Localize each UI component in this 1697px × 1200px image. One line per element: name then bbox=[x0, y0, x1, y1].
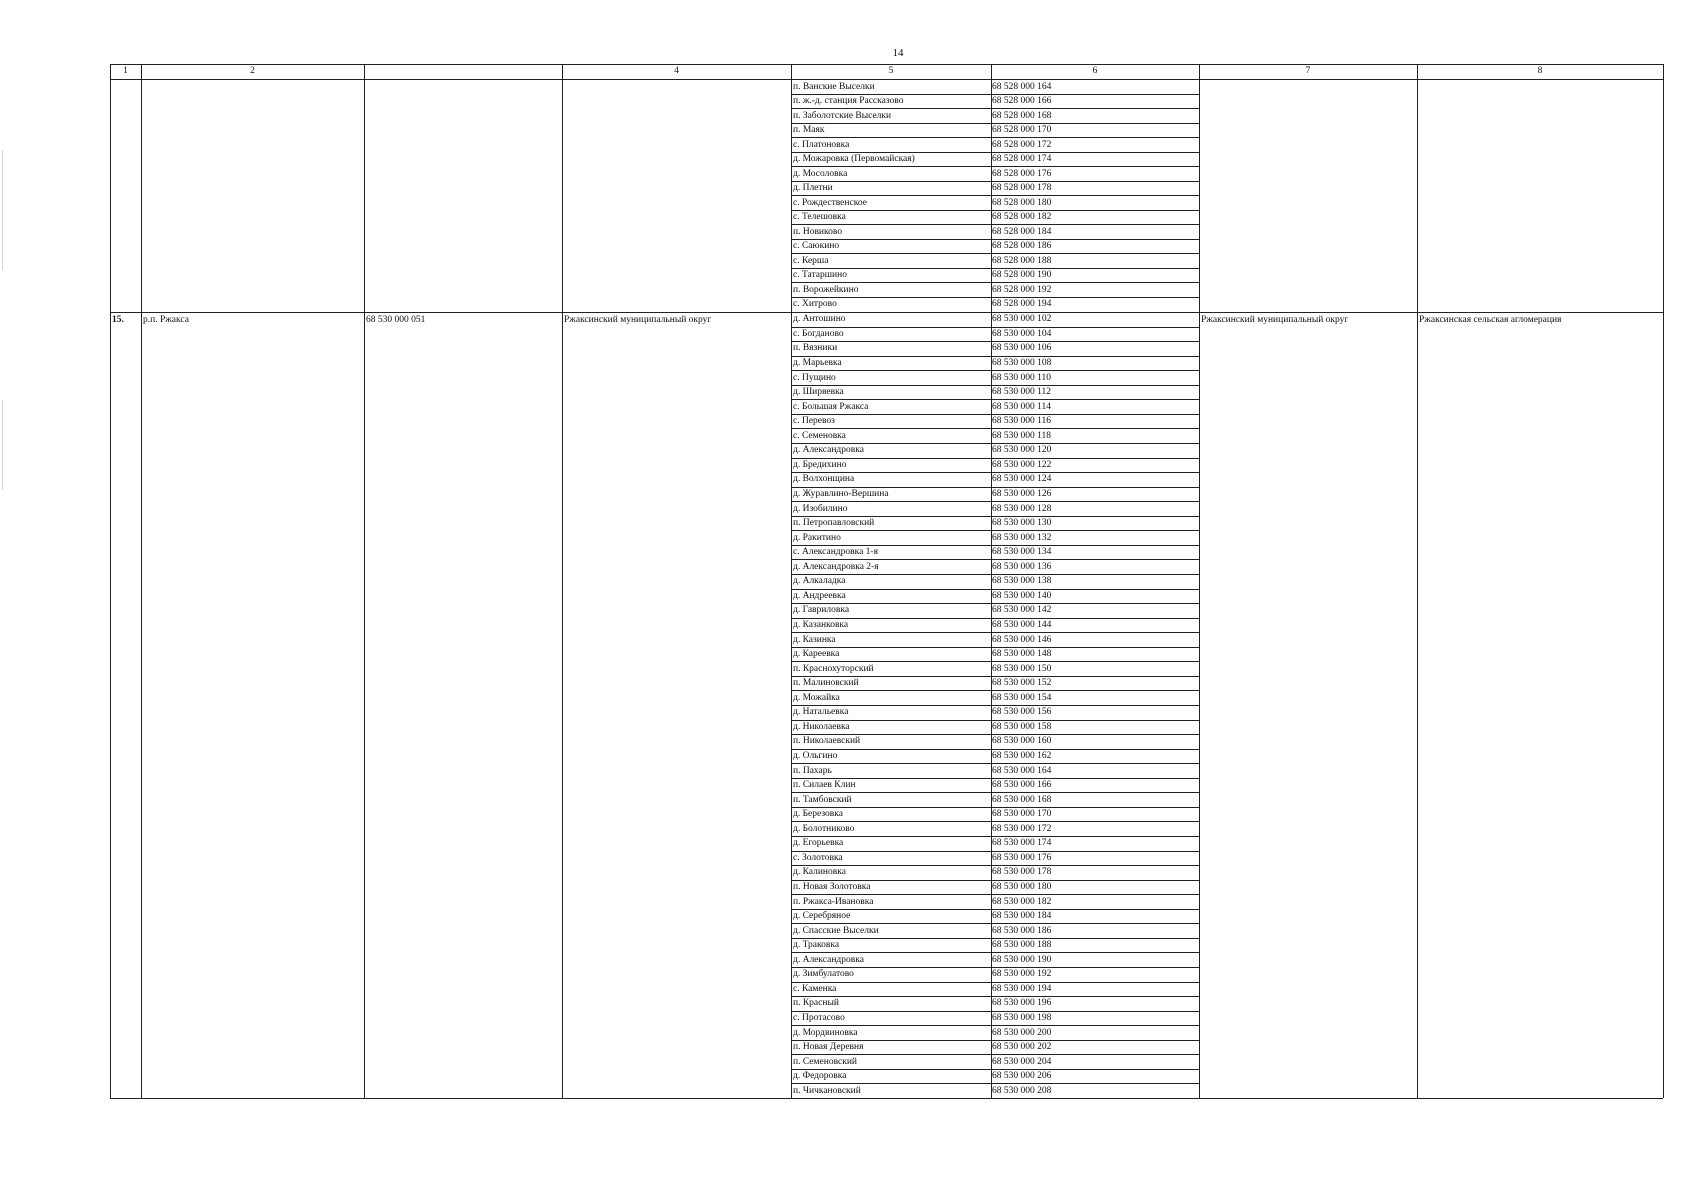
settlement-name: д. Калиновка bbox=[793, 867, 846, 878]
settlement-name: д. Ракитино bbox=[793, 532, 841, 543]
settlement-name: д. Березовка bbox=[793, 809, 843, 820]
row-border bbox=[791, 967, 1199, 968]
oktmo-code: 68 530 000 206 bbox=[992, 1071, 1052, 1082]
oktmo-code: 68 530 000 170 bbox=[992, 809, 1052, 820]
column-border bbox=[141, 64, 142, 1098]
row-border bbox=[791, 880, 1199, 881]
row-border bbox=[791, 1025, 1199, 1026]
settlement-name: п. Ржакса-Ивановка bbox=[793, 896, 874, 907]
row-border bbox=[791, 472, 1199, 473]
row-border bbox=[791, 268, 1199, 269]
settlement-name: д. Казинка bbox=[793, 634, 836, 645]
settlement-name: п. Ванские Выселки bbox=[793, 81, 875, 92]
settlement-name: д. Траковка bbox=[793, 940, 840, 951]
row-border bbox=[791, 589, 1199, 590]
oktmo-code: 68 530 000 112 bbox=[992, 387, 1052, 398]
oktmo-code: 68 530 000 114 bbox=[992, 401, 1052, 412]
center-oktmo: 68 530 000 051 bbox=[366, 315, 426, 325]
municipality-name: Ржаксинский муниципальный округ bbox=[564, 315, 712, 325]
row-border bbox=[791, 195, 1199, 196]
oktmo-code: 68 530 000 162 bbox=[992, 750, 1052, 761]
header-cell: 8 bbox=[1537, 66, 1543, 76]
oktmo-code: 68 530 000 124 bbox=[992, 474, 1052, 485]
oktmo-code: 68 528 000 188 bbox=[992, 255, 1052, 266]
row-border bbox=[791, 1040, 1199, 1041]
row-border bbox=[791, 210, 1199, 211]
row-border bbox=[791, 1083, 1199, 1084]
row-border bbox=[791, 516, 1199, 517]
row-border bbox=[791, 501, 1199, 502]
oktmo-code: 68 530 000 172 bbox=[992, 823, 1052, 834]
oktmo-code: 68 530 000 118 bbox=[992, 430, 1052, 441]
header-cell: 5 bbox=[888, 66, 894, 76]
row-border bbox=[791, 166, 1199, 167]
row-border bbox=[791, 1054, 1199, 1055]
oktmo-code: 68 530 000 188 bbox=[992, 940, 1052, 951]
row-border bbox=[791, 108, 1199, 109]
settlement-name: д. Изобилино bbox=[793, 503, 848, 514]
header-cell: 6 bbox=[1092, 66, 1098, 76]
settlement-name: д. Антошино bbox=[793, 314, 846, 325]
row-border bbox=[791, 356, 1199, 357]
settlement-name: д. Гавриловка bbox=[793, 605, 850, 616]
row-border bbox=[791, 982, 1199, 983]
oktmo-code: 68 530 000 168 bbox=[992, 794, 1052, 805]
oktmo-code: 68 530 000 122 bbox=[992, 459, 1052, 470]
row-border bbox=[791, 152, 1199, 153]
oktmo-code: 68 530 000 140 bbox=[992, 590, 1052, 601]
row-border bbox=[791, 676, 1199, 677]
settlement-name: д. Болотниково bbox=[793, 823, 855, 834]
row-border bbox=[791, 1069, 1199, 1070]
row-border bbox=[791, 414, 1199, 415]
row-border bbox=[791, 123, 1199, 124]
row-border bbox=[791, 385, 1199, 386]
oktmo-code: 68 530 000 104 bbox=[992, 328, 1052, 339]
row-border bbox=[791, 821, 1199, 822]
settlement-name: д. Казанковка bbox=[793, 619, 849, 630]
settlement-name: д. Егорьевка bbox=[793, 838, 844, 849]
settlement-name: д. Федоровка bbox=[793, 1071, 847, 1082]
column-border bbox=[364, 64, 365, 1098]
settlement-name: с. Семеновка bbox=[793, 430, 846, 441]
oktmo-code: 68 530 000 138 bbox=[992, 576, 1052, 587]
oktmo-code: 68 528 000 186 bbox=[992, 241, 1052, 251]
oktmo-code: 68 530 000 186 bbox=[992, 925, 1052, 936]
row-border bbox=[791, 734, 1199, 735]
oktmo-code: 68 530 000 182 bbox=[992, 896, 1052, 907]
row-border bbox=[791, 327, 1199, 328]
settlement-name: д. Можаровка (Первомайская) bbox=[793, 154, 915, 164]
row-border bbox=[791, 778, 1199, 779]
row-border bbox=[791, 297, 1199, 298]
oktmo-code: 68 530 000 130 bbox=[992, 518, 1052, 529]
settlement-name: д. Александровка bbox=[793, 445, 864, 456]
row-border bbox=[791, 399, 1199, 400]
oktmo-code: 68 530 000 202 bbox=[992, 1042, 1052, 1053]
settlement-name: с. Протасово bbox=[793, 1012, 845, 1023]
row-border bbox=[791, 749, 1199, 750]
oktmo-code: 68 530 000 154 bbox=[992, 692, 1052, 703]
row-border bbox=[791, 909, 1199, 910]
scan-artifact bbox=[2, 400, 3, 490]
oktmo-code: 68 528 000 192 bbox=[992, 284, 1052, 295]
settlement-name: п. Красный bbox=[793, 998, 839, 1009]
row-border bbox=[791, 865, 1199, 866]
oktmo-code: 68 530 000 108 bbox=[992, 357, 1052, 368]
row-border bbox=[791, 792, 1199, 793]
settlement-name: д. Александровка bbox=[793, 954, 864, 965]
row-border bbox=[791, 952, 1199, 953]
oktmo-code: 68 528 000 170 bbox=[992, 125, 1052, 135]
row-border bbox=[791, 661, 1199, 662]
oktmo-code: 68 528 000 164 bbox=[992, 81, 1052, 92]
row-border bbox=[791, 370, 1199, 371]
row-border bbox=[791, 836, 1199, 837]
oktmo-code: 68 530 000 200 bbox=[992, 1027, 1052, 1038]
oktmo-code: 68 528 000 166 bbox=[992, 96, 1052, 106]
oktmo-code: 68 530 000 160 bbox=[992, 736, 1052, 747]
row-border bbox=[791, 341, 1199, 342]
oktmo-code: 68 530 000 152 bbox=[992, 678, 1052, 689]
row-border bbox=[791, 705, 1199, 706]
row-border bbox=[791, 282, 1199, 283]
oktmo-code: 68 530 000 194 bbox=[992, 983, 1052, 994]
oktmo-code: 68 530 000 132 bbox=[992, 532, 1052, 543]
oktmo-code: 68 530 000 126 bbox=[992, 488, 1052, 499]
municipality-name-col7: Ржаксинский муниципальный округ bbox=[1201, 315, 1349, 325]
oktmo-code: 68 530 000 120 bbox=[992, 445, 1052, 456]
oktmo-code: 68 530 000 110 bbox=[992, 372, 1052, 383]
column-border bbox=[1417, 64, 1418, 1098]
row-border bbox=[791, 720, 1199, 721]
group-number: 15. bbox=[112, 315, 124, 325]
settlement-name: д. Журавлино-Вершина bbox=[793, 488, 889, 499]
oktmo-code: 68 530 000 166 bbox=[992, 780, 1052, 791]
settlement-name: д. Марьевка bbox=[793, 357, 842, 368]
row-border bbox=[791, 618, 1199, 619]
row-border bbox=[791, 996, 1199, 997]
header-cell: 1 bbox=[123, 66, 128, 76]
settlement-name: с. Пущино bbox=[793, 372, 836, 383]
settlement-name: д. Спасские Выселки bbox=[793, 925, 879, 936]
oktmo-code: 68 530 000 148 bbox=[992, 649, 1052, 660]
agglomeration-name: Ржаксинская сельская агломерация bbox=[1419, 315, 1562, 325]
settlement-name: д. Николаевка bbox=[793, 721, 850, 732]
oktmo-code: 68 528 000 172 bbox=[992, 139, 1052, 150]
table-bottom-border bbox=[110, 1098, 1663, 1099]
header-cell: 7 bbox=[1305, 66, 1311, 76]
oktmo-code: 68 530 000 204 bbox=[992, 1056, 1052, 1067]
row-border bbox=[791, 763, 1199, 764]
settlement-name: п. Новая Деревня bbox=[793, 1042, 864, 1053]
row-border bbox=[791, 428, 1199, 429]
settlement-name: п. Силаев Клин bbox=[793, 780, 856, 791]
settlement-name: д. Плетни bbox=[793, 183, 833, 193]
settlement-name: п. Пахарь bbox=[793, 765, 832, 776]
settlement-name: д. Волхонщина bbox=[793, 474, 855, 485]
row-border bbox=[791, 647, 1199, 648]
settlement-name: с. Богданово bbox=[793, 328, 844, 339]
row-border bbox=[791, 545, 1199, 546]
row-border bbox=[791, 894, 1199, 895]
settlement-name: п. Новиково bbox=[793, 226, 843, 237]
settlement-name: п. Чичкановский bbox=[793, 1085, 861, 1096]
settlement-name: с. Саюкино bbox=[793, 241, 840, 251]
oktmo-code: 68 528 000 168 bbox=[992, 110, 1052, 121]
settlement-name: д. Мордвиновка bbox=[793, 1027, 858, 1038]
oktmo-code: 68 530 000 198 bbox=[992, 1012, 1052, 1023]
page-number: 14 bbox=[892, 47, 904, 59]
oktmo-code: 68 528 000 184 bbox=[992, 226, 1052, 237]
row-border bbox=[791, 574, 1199, 575]
oktmo-code: 68 530 000 164 bbox=[992, 765, 1052, 776]
oktmo-code: 68 530 000 136 bbox=[992, 561, 1052, 572]
row-border bbox=[791, 487, 1199, 488]
row-border bbox=[791, 239, 1199, 240]
oktmo-code: 68 528 000 182 bbox=[992, 212, 1052, 222]
oktmo-code: 68 530 000 156 bbox=[992, 707, 1052, 718]
oktmo-code: 68 530 000 184 bbox=[992, 911, 1052, 922]
row-border bbox=[791, 938, 1199, 939]
oktmo-code: 68 530 000 180 bbox=[992, 881, 1052, 892]
oktmo-code: 68 530 000 102 bbox=[992, 314, 1052, 325]
scan-artifact bbox=[2, 150, 3, 270]
oktmo-code: 68 530 000 178 bbox=[992, 867, 1052, 878]
oktmo-code: 68 530 000 208 bbox=[992, 1085, 1052, 1096]
oktmo-code: 68 528 000 178 bbox=[992, 183, 1052, 193]
settlement-name: п. Семеновский bbox=[793, 1056, 857, 1067]
settlement-name: п. Тамбовский bbox=[793, 794, 852, 805]
row-border bbox=[791, 443, 1199, 444]
row-border bbox=[791, 559, 1199, 560]
row-border bbox=[791, 224, 1199, 225]
settlement-name: д. Бредихино bbox=[793, 459, 847, 470]
oktmo-code: 68 530 000 106 bbox=[992, 343, 1052, 354]
settlement-name: д. Натальевка bbox=[793, 707, 849, 718]
oktmo-code: 68 530 000 150 bbox=[992, 663, 1052, 674]
settlement-name: д. Алкаладка bbox=[793, 576, 846, 587]
oktmo-code: 68 530 000 116 bbox=[992, 416, 1052, 427]
oktmo-code: 68 530 000 176 bbox=[992, 852, 1052, 863]
settlement-name: п. Петропавловский bbox=[793, 518, 875, 529]
settlement-name: с. Большая Ржакса bbox=[793, 401, 869, 412]
oktmo-code: 68 530 000 128 bbox=[992, 503, 1052, 514]
row-border bbox=[791, 632, 1199, 633]
settlement-name: п. Заболотские Выселки bbox=[793, 110, 892, 121]
settlement-name: п. Николаевский bbox=[793, 736, 861, 747]
settlement-name: д. Серебряное bbox=[793, 911, 851, 922]
oktmo-code: 68 530 000 190 bbox=[992, 954, 1052, 965]
oktmo-code: 68 528 000 176 bbox=[992, 168, 1052, 179]
row-border bbox=[791, 603, 1199, 604]
settlement-name: п. Краснохуторский bbox=[793, 663, 874, 674]
oktmo-code: 68 530 000 144 bbox=[992, 619, 1052, 630]
settlement-name: с. Телешовка bbox=[793, 212, 846, 222]
row-border bbox=[791, 807, 1199, 808]
settlement-name: с. Платоновка bbox=[793, 139, 850, 150]
settlement-name: д. Александровка 2-я bbox=[793, 561, 879, 572]
oktmo-code: 68 528 000 194 bbox=[992, 299, 1052, 309]
settlement-name: с. Керша bbox=[793, 255, 829, 266]
settlement-name: с. Перевоз bbox=[793, 416, 835, 427]
settlement-name: д. Можайка bbox=[793, 692, 840, 703]
row-border bbox=[791, 530, 1199, 531]
row-border bbox=[791, 1011, 1199, 1012]
oktmo-code: 68 530 000 142 bbox=[992, 605, 1052, 616]
settlement-name: п. Новая Золотовка bbox=[793, 881, 871, 892]
column-border bbox=[1199, 64, 1200, 1098]
settlement-name: с. Каменка bbox=[793, 983, 837, 994]
row-border bbox=[791, 253, 1199, 254]
row-border bbox=[791, 458, 1199, 459]
header-cell: 2 bbox=[250, 66, 255, 76]
oktmo-code: 68 528 000 180 bbox=[992, 197, 1052, 208]
settlement-name: п. Вязники bbox=[793, 343, 838, 354]
row-border bbox=[791, 94, 1199, 95]
settlement-name: д. Андреевка bbox=[793, 590, 846, 601]
settlement-name: с. Золотовка bbox=[793, 852, 843, 863]
column-border bbox=[1663, 64, 1664, 1098]
column-border bbox=[110, 64, 111, 1098]
oktmo-code: 68 528 000 190 bbox=[992, 270, 1052, 280]
settlement-name: д. Ольгино bbox=[793, 750, 838, 761]
settlement-name: с. Рождественское bbox=[793, 197, 867, 208]
row-border bbox=[791, 181, 1199, 182]
settlement-name: с. Татаршино bbox=[793, 270, 847, 280]
header-cell: 4 bbox=[674, 66, 679, 76]
settlement-name: д. Мосоловка bbox=[793, 168, 848, 179]
settlement-name: с. Александровка 1-я bbox=[793, 547, 878, 558]
settlement-name: п. Маяк bbox=[793, 125, 825, 135]
oktmo-code: 68 530 000 174 bbox=[992, 838, 1052, 849]
settlement-name: п. ж.-д. станция Рассказово bbox=[793, 96, 904, 106]
row-border bbox=[791, 690, 1199, 691]
row-border bbox=[791, 137, 1199, 138]
oktmo-code: 68 530 000 158 bbox=[992, 721, 1052, 732]
settlement-name: п. Ворожейкино bbox=[793, 284, 859, 295]
oktmo-code: 68 530 000 146 bbox=[992, 634, 1052, 645]
oktmo-code: 68 530 000 192 bbox=[992, 969, 1052, 980]
oktmo-code: 68 530 000 134 bbox=[992, 547, 1052, 558]
column-border bbox=[791, 64, 792, 1098]
settlement-name: д. Зимбулатово bbox=[793, 969, 854, 980]
oktmo-code: 68 530 000 196 bbox=[992, 998, 1052, 1009]
center-settlement: р.п. Ржакса bbox=[143, 315, 189, 325]
settlement-name: д. Кареевка bbox=[793, 649, 840, 660]
settlement-name: с. Хитрово bbox=[793, 299, 837, 309]
oktmo-code: 68 528 000 174 bbox=[992, 154, 1052, 164]
row-border bbox=[791, 923, 1199, 924]
column-border bbox=[562, 64, 563, 1098]
settlement-name: д. Ширяевка bbox=[793, 387, 844, 398]
row-border bbox=[791, 851, 1199, 852]
settlement-name: п. Малиновский bbox=[793, 678, 859, 689]
